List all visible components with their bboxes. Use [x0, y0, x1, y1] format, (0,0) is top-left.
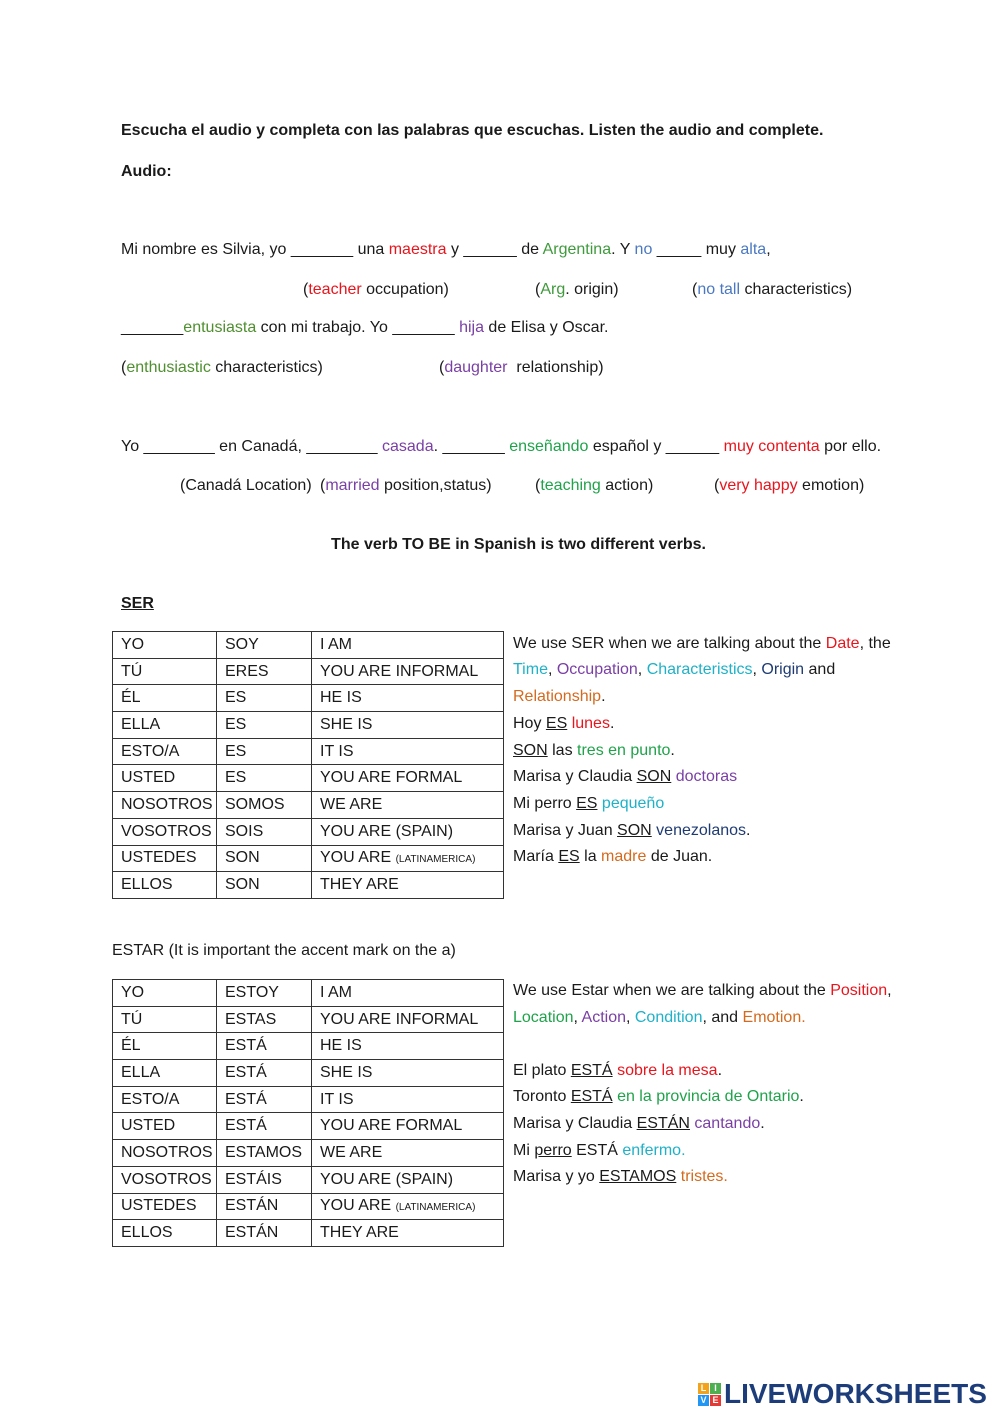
logo-text: LIVEWORKSHEETS: [724, 1378, 987, 1409]
logo-mark-icon: L I V E: [698, 1383, 721, 1406]
ser-table: [112, 631, 504, 899]
table-row: [113, 980, 504, 1007]
hint-teaching: (teaching action): [535, 477, 654, 494]
table-cell: ESTÁN: [217, 1193, 312, 1220]
table-cell: SOIS: [217, 818, 312, 845]
estar-explain-line-2: Location, Action, Condition, and Emotion.: [513, 1009, 806, 1026]
exercise-line-2: _______entusiasta con mi trabajo. Yo _______ hija de Elisa y Oscar.: [121, 319, 609, 336]
table-cell: TÚ: [113, 1006, 217, 1033]
text: Mi nombre es Silvia, yo _______ una: [121, 241, 389, 258]
table-cell: ESTÁ: [217, 1033, 312, 1060]
table-row: [113, 845, 504, 872]
table-cell: ESTAS: [217, 1006, 312, 1033]
table-row: [113, 712, 504, 739]
estar-example-3: Marisa y Claudia ESTÁN cantando.: [513, 1115, 765, 1132]
table-cell: THEY ARE: [312, 872, 504, 899]
table-cell: YOU ARE (LATINAMERICA): [312, 845, 504, 872]
ser-explain-line-2: Time, Occupation, Characteristics, Origin and: [513, 661, 836, 678]
table-cell: ESTO/A: [113, 738, 217, 765]
table-cell: IT IS: [312, 738, 504, 765]
table-cell: YOU ARE (SPAIN): [312, 1166, 504, 1193]
liveworksheets-logo: [698, 1378, 987, 1410]
table-row: [113, 1193, 504, 1220]
hint-origin: (Arg. origin): [535, 281, 619, 298]
text: . Y: [611, 241, 635, 258]
text: y ______ de: [446, 241, 543, 258]
table-row: [113, 765, 504, 792]
table-cell: WE ARE: [312, 792, 504, 819]
table-cell: WE ARE: [312, 1140, 504, 1167]
table-cell: SOMOS: [217, 792, 312, 819]
table-row: [113, 1006, 504, 1033]
table-cell: ES: [217, 765, 312, 792]
table-cell: NOSOTROS: [113, 792, 217, 819]
table-cell: VOSOTROS: [113, 1166, 217, 1193]
table-row: [113, 1140, 504, 1167]
table-cell: I AM: [312, 980, 504, 1007]
table-cell: ELLA: [113, 1060, 217, 1087]
table-row: [113, 792, 504, 819]
estar-example-2: Toronto ESTÁ en la provincia de Ontario.: [513, 1088, 804, 1105]
estar-example-5: Marisa y yo ESTAMOS tristes.: [513, 1168, 728, 1185]
table-cell: TÚ: [113, 658, 217, 685]
hint-teacher: (teacher occupation): [303, 281, 449, 298]
table-row: [113, 685, 504, 712]
table-cell: ELLA: [113, 712, 217, 739]
hint-location: (Canadá Location): [180, 477, 312, 494]
table-cell: SON: [217, 845, 312, 872]
table-row: [113, 872, 504, 899]
table-cell: YOU ARE FORMAL: [312, 1113, 504, 1140]
table-row: [113, 1166, 504, 1193]
table-cell: YO: [113, 632, 217, 659]
table-cell: I AM: [312, 632, 504, 659]
table-cell: ESTÁ: [217, 1113, 312, 1140]
table-cell: ESTÁ: [217, 1086, 312, 1113]
table-cell: SON: [217, 872, 312, 899]
table-row: [113, 738, 504, 765]
table-cell: ESTÁ: [217, 1060, 312, 1087]
table-cell: ELLOS: [113, 872, 217, 899]
table-cell: YOU ARE FORMAL: [312, 765, 504, 792]
table-cell: USTED: [113, 765, 217, 792]
table-cell: ES: [217, 712, 312, 739]
estar-example-4: Mi perro ESTÁ enfermo.: [513, 1142, 686, 1159]
table-cell: ÉL: [113, 685, 217, 712]
hint-enthusiastic: (enthusiastic characteristics): [121, 359, 323, 376]
table-row: [113, 1113, 504, 1140]
table-cell: YOU ARE INFORMAL: [312, 658, 504, 685]
instruction: Escucha el audio y completa con las palabras que escuchas. Listen the audio and complete.: [121, 122, 824, 139]
table-cell: ESTÁN: [217, 1220, 312, 1247]
table-cell: ELLOS: [113, 1220, 217, 1247]
ser-title: SER: [121, 595, 154, 612]
table-cell: IT IS: [312, 1086, 504, 1113]
estar-example-1: El plato ESTÁ sobre la mesa.: [513, 1062, 723, 1079]
exercise-line-1: [121, 240, 771, 260]
estar-explain-line-1: We use Estar when we are talking about the Position,: [513, 982, 892, 999]
ser-explain-line-1: We use SER when we are talking about the Date, the: [513, 635, 891, 652]
hint-married: (married position,status): [320, 477, 492, 494]
keyword: maestra: [388, 241, 447, 258]
ser-example-4: Mi perro ES pequeño: [513, 795, 665, 812]
table-cell: USTEDES: [113, 845, 217, 872]
table-cell: USTEDES: [113, 1193, 217, 1220]
section-title: The verb TO BE in Spanish is two different verbs.: [331, 536, 706, 553]
ser-example-5: Marisa y Juan SON venezolanos.: [513, 822, 751, 839]
keyword: alta: [740, 241, 767, 258]
table-cell: SHE IS: [312, 712, 504, 739]
table-row: [113, 1060, 504, 1087]
table-row: [113, 658, 504, 685]
table-cell: HE IS: [312, 685, 504, 712]
table-cell: YOU ARE INFORMAL: [312, 1006, 504, 1033]
table-cell: ES: [217, 685, 312, 712]
table-row: [113, 1220, 504, 1247]
table-row: [113, 632, 504, 659]
table-cell: ESTO/A: [113, 1086, 217, 1113]
table-cell: USTED: [113, 1113, 217, 1140]
ser-example-6: María ES la madre de Juan.: [513, 848, 713, 865]
audio-label: Audio:: [121, 163, 172, 180]
table-row: [113, 1086, 504, 1113]
text: _____ muy: [652, 241, 741, 258]
ser-example-3: Marisa y Claudia SON doctoras: [513, 768, 738, 785]
table-cell: ESTAMOS: [217, 1140, 312, 1167]
table-cell: VOSOTROS: [113, 818, 217, 845]
exercise-line-3: Yo ________ en Canadá, ________ casada. _______ enseñando español y ______ muy contenta por ello.: [121, 438, 882, 455]
hint-tall: (no tall characteristics): [692, 281, 853, 298]
table-cell: SOY: [217, 632, 312, 659]
hint-daughter: (daughter relationship): [439, 359, 604, 376]
table-cell: HE IS: [312, 1033, 504, 1060]
table-cell: YOU ARE (SPAIN): [312, 818, 504, 845]
table-cell: ERES: [217, 658, 312, 685]
table-row: [113, 1033, 504, 1060]
table-row: [113, 818, 504, 845]
table-cell: ÉL: [113, 1033, 217, 1060]
table-cell: NOSOTROS: [113, 1140, 217, 1167]
keyword: no: [634, 241, 653, 258]
ser-example-1: Hoy ES lunes.: [513, 715, 615, 732]
keyword: Argentina: [542, 241, 612, 258]
table-cell: ESTÁIS: [217, 1166, 312, 1193]
text: ,: [766, 241, 771, 258]
ser-explain-line-3: Relationship.: [513, 688, 606, 705]
table-cell: ESTOY: [217, 980, 312, 1007]
estar-table: [112, 979, 504, 1247]
hint-happy: (very happy emotion): [714, 477, 865, 494]
ser-example-2: SON las tres en punto.: [513, 742, 675, 759]
table-cell: THEY ARE: [312, 1220, 504, 1247]
table-cell: SHE IS: [312, 1060, 504, 1087]
table-cell: YO: [113, 980, 217, 1007]
table-cell: ES: [217, 738, 312, 765]
estar-title: ESTAR (It is important the accent mark on the a): [112, 942, 456, 959]
table-cell: YOU ARE (LATINAMERICA): [312, 1193, 504, 1220]
